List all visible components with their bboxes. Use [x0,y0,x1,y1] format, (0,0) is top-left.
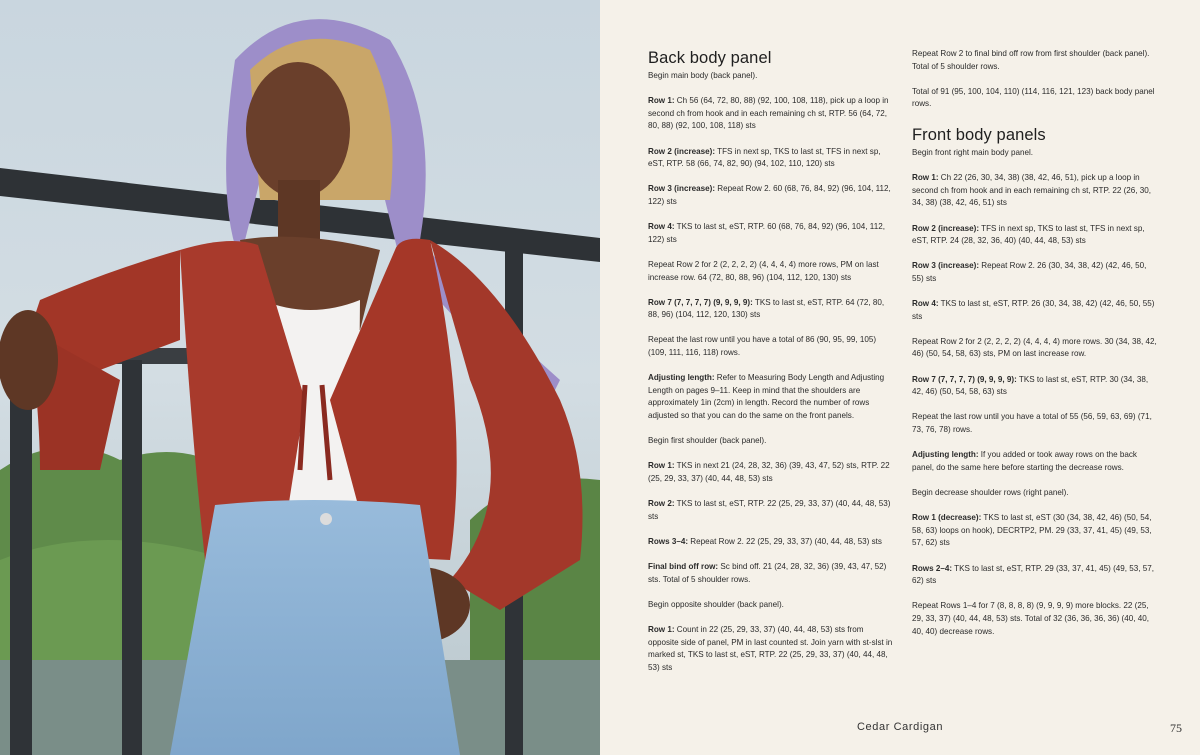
instruction-paragraph [912,600,1157,638]
section-title-back-body-panel: Back body panel [648,49,772,67]
instruction-label: Row 4: [648,222,675,232]
instruction-label: Row 3 (increase): [912,261,980,271]
instruction-text: Repeat Rows 1–4 for 7 (8, 8, 8, 8) (9, 9, 9, 9) more blocks. 22 (25, 29, 33, 37) (40, 44, 48, 53) sts. Total of 32 (36, 36, 36, 36) (40, 40, 40, 40) decrease rows. [912,601,1149,636]
instruction-text: Repeat the last row until you have a total of 55 (56, 59, 63, 69) (71, 73, 76, 78) rows. [912,412,1152,435]
instruction-paragraph [912,374,1157,399]
instruction-paragraph [912,487,1157,500]
instruction-paragraph [648,95,893,133]
instruction-paragraph [912,449,1157,474]
instruction-text: Repeat Row 2. 26 (30, 34, 38, 42) (42, 46, 50, 55) sts [912,261,1147,283]
instruction-text: TFS in next sp, TKS to last st, TFS in next sp, eST, RTP. 58 (66, 74, 82, 90) (94, 102, 110, 120) sts [648,146,881,169]
right-text-column [912,48,1157,651]
instruction-text: TKS to last st, eST, RTP. 64 (72, 80, 88, 96) (104, 112, 120, 130) sts [648,297,885,320]
instruction-text: If you added or took away rows on the back panel, do the same here before starting the decrease rows. [912,450,1137,472]
pattern-page [600,0,1200,755]
instruction-paragraph [648,536,893,549]
instruction-text: TKS to last st, eST (30 (34, 38, 42, 46) (50, 54, 58, 63) loops on hook), DECRTP2, PM. 29 (33, 37, 41, 45) (49, 53, 57, 62) sts [912,513,1152,548]
instruction-text: TKS to last st, eST, RTP. 22 (25, 29, 33, 37) (40, 44, 48, 53) sts [648,499,891,521]
instruction-paragraph [912,172,1157,210]
instruction-text: Count in 22 (25, 29, 33, 37) (40, 44, 48, 53) sts from opposite side of panel, PM in last counted st. Join yarn with st-slst in marked st, TKS to last st, eST, RTP. 22 (25, 29, 33, 37) (40, 44, 48, 53) sts [648,625,893,672]
instruction-text: Repeat Row 2 for 2 (2, 2, 2, 2) (4, 4, 4, 4) more rows, PM on last increase row. 64 (72, 80, 88, 96) (104, 112, 120, 130) sts [648,259,879,282]
instruction-paragraph [912,411,1157,436]
instruction-text: Repeat Row 2. 22 (25, 29, 33, 37) (40, 44, 48, 53) sts [688,536,882,546]
instruction-paragraph [648,561,893,586]
instruction-text: Begin decrease shoulder rows (right panel). [912,488,1069,497]
section-subtitle: Begin main body (back panel). [648,71,758,80]
instruction-paragraph [648,146,893,171]
left-text-column [648,48,893,687]
instruction-list [648,95,893,674]
instruction-label: Rows 2–4: [912,563,953,573]
instruction-label: Row 1 (decrease): [912,513,982,523]
instruction-text: Repeat the last row until you have a total of 86 (90, 95, 99, 105) (109, 111, 116, 118) rows. [648,335,877,358]
instruction-paragraph [648,297,893,322]
section-subtitle: Begin front right main body panel. [912,147,1034,157]
instruction-paragraph [912,298,1157,323]
instruction-paragraph [912,512,1157,550]
instruction-label: Row 7 (7, 7, 7, 7) (9, 9, 9, 9): [648,297,753,307]
instruction-text: Ch 22 (26, 30, 34, 38) (38, 42, 46, 51), pick up a loop in second ch from hook and in each remaining ch st, RTP. 22 (26, 30, 34, 38) (38, 42, 46, 51) sts [912,173,1152,208]
instruction-label: Row 2 (increase): [912,223,980,233]
instruction-paragraph [648,435,893,448]
intro-paragraphs [912,48,1157,111]
instruction-text: Total of 91 (95, 100, 104, 110) (114, 116, 121, 123) back body panel rows. [912,86,1155,109]
section-title-front-body-panels: Front body panels [912,125,1046,144]
instruction-label: Row 1: [912,173,939,183]
instruction-paragraph [648,183,893,208]
instruction-text: Repeat Row 2 for 2 (2, 2, 2, 2) (4, 4, 4, 4) more rows. 30 (34, 38, 42, 46) (50, 54, 58, 63) sts, PM on last increase row. [912,336,1157,359]
instruction-paragraph [648,498,893,523]
instruction-label: Row 7 (7, 7, 7, 7) (9, 9, 9, 9): [912,374,1017,384]
instruction-label: Row 2: [648,499,675,509]
instruction-text: Sc bind off. 21 (24, 28, 32, 36) (39, 43, 47, 52) sts. Total of 5 shoulder rows. [648,562,887,584]
instruction-label: Final bind off row: [648,562,719,572]
instruction-label: Row 3 (increase): [648,184,716,194]
instruction-paragraph [912,48,1157,73]
instruction-text: Ch 56 (64, 72, 80, 88) (92, 100, 108, 118), pick up a loop in second ch from hook and in each remaining ch st, RTP. 56 (64, 72, 80, 88) (92, 100, 108, 118) sts [648,96,889,131]
footer-pattern-name: Cedar Cardigan [857,721,944,733]
instruction-text: Repeat Row 2 to final bind off row from first shoulder (back panel). Total of 5 shoulder rows. [912,49,1150,71]
instruction-label: Row 1: [648,96,675,106]
instruction-label: Rows 3–4: [648,536,689,546]
instruction-paragraph [912,223,1157,248]
instruction-text: TKS in next 21 (24, 28, 32, 36) (39, 43, 47, 52) sts, RTP. 22 (25, 29, 33, 37) (40, 44, 48, 53) sts [648,461,890,483]
instruction-label: Adjusting length: [912,450,979,460]
instruction-paragraph [648,460,893,485]
instruction-paragraph [648,221,893,246]
instruction-paragraph [648,259,893,284]
instruction-label: Row 1: [648,625,675,635]
instruction-label: Row 2 (increase): [648,146,716,156]
instruction-paragraph [912,563,1157,588]
instruction-text: TKS to last st, eST, RTP. 26 (30, 34, 38, 42) (42, 46, 50, 55) sts [912,299,1155,321]
instruction-label: Row 4: [912,299,939,309]
instruction-paragraph [648,372,893,422]
instruction-list [912,172,1157,638]
instruction-text: TFS in next sp, TKS to last st, TFS in next sp, eST, RTP. 24 (28, 32, 36, 40) (40, 44, 48, 53) sts [912,223,1145,246]
instruction-text: TKS to last st, eST, RTP. 30 (34, 38, 42, 46) (50, 54, 58, 63) sts [912,374,1149,397]
instruction-text: Refer to Measuring Body Length and Adjusting Length on pages 9–11. Keep in mind that the shoulders are approximately 1in (2cm) in length. Record the number of rows adjusted so that you can do the same on the front panels. [648,373,885,421]
instruction-paragraph [648,624,893,674]
instruction-text: Begin opposite shoulder (back panel). [648,599,784,609]
instruction-text: TKS to last st, eST, RTP. 60 (68, 76, 84, 92) (96, 104, 112, 122) sts [648,222,885,244]
instruction-text: TKS to last st, eST, RTP. 29 (33, 37, 41, 45) (49, 53, 57, 62) sts [912,563,1155,586]
instruction-paragraph [912,86,1157,111]
instruction-paragraph [912,260,1157,285]
instruction-paragraph [648,599,893,612]
instruction-text: Repeat Row 2. 60 (68, 76, 84, 92) (96, 104, 112, 122) sts [648,184,891,206]
instruction-paragraph [648,334,893,359]
instruction-label: Row 1: [648,461,675,471]
instruction-paragraph [912,336,1157,361]
instruction-label: Adjusting length: [648,373,715,383]
instruction-text: Begin first shoulder (back panel). [648,436,767,446]
page-number: 75 [1170,721,1182,735]
